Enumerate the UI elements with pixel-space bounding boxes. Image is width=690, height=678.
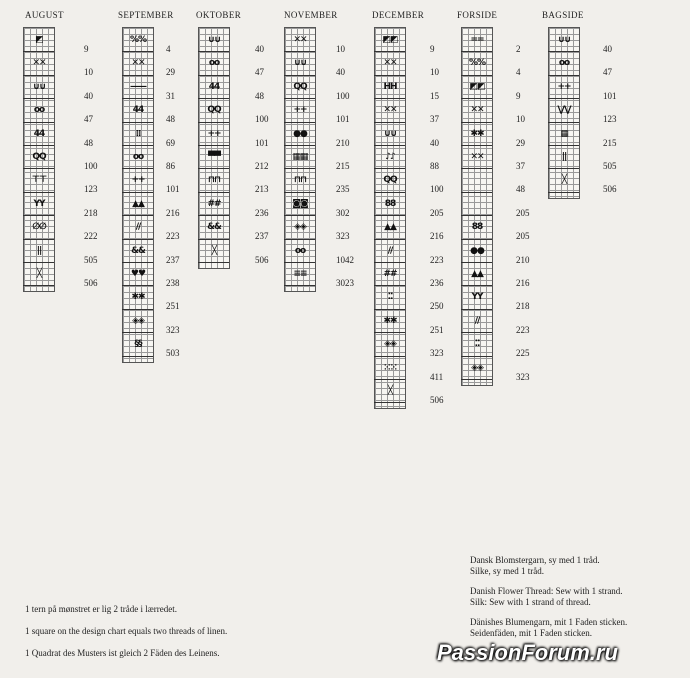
row-separator <box>461 145 492 146</box>
stitch-motif: ●● <box>293 129 307 139</box>
thread-number: 237 <box>255 231 269 241</box>
stitch-motif: ∪∪ <box>383 129 397 139</box>
pattern-grid-4 <box>374 27 406 409</box>
stitch-motif: // <box>387 246 393 256</box>
row-separator <box>198 168 229 169</box>
stitch-motif: ◈◈ <box>294 222 306 232</box>
stitch-motif: 44 <box>208 82 220 92</box>
stitch-motif: ++ <box>557 82 571 92</box>
stitch-motif: ++ <box>293 105 307 115</box>
thread-number: 48 <box>516 184 525 194</box>
stitch-motif: 44 <box>33 129 45 139</box>
stitch-motif: ♥♥ <box>130 269 146 279</box>
note-english: 1 square on the design chart equals two threads of linen. <box>25 626 228 636</box>
row-separator <box>122 192 153 193</box>
pattern-grid-0 <box>23 27 55 292</box>
row-separator <box>374 262 405 263</box>
watermark-logo: PassionForum.ru <box>437 640 618 665</box>
thread-note-german-1: Dänishes Blumengarn, mit 1 Faden sticken. <box>470 617 628 627</box>
thread-number: 47 <box>255 67 264 77</box>
row-separator <box>122 122 153 123</box>
stitch-motif: ▀▀ <box>208 152 220 162</box>
thread-number: 213 <box>255 184 269 194</box>
column-title-3: NOVEMBER <box>284 10 338 20</box>
stitch-motif: ◈◈ <box>471 363 483 373</box>
row-separator <box>23 98 54 99</box>
stitch-motif: ## <box>207 199 221 209</box>
pattern-grid-5 <box>461 27 493 386</box>
stitch-motif: 88 <box>471 222 483 232</box>
thread-number: 31 <box>166 91 175 101</box>
row-separator <box>284 145 315 146</box>
stitch-motif: ✕✕ <box>293 35 307 45</box>
thread-number: 223 <box>430 255 444 265</box>
row-separator <box>23 75 54 76</box>
stitch-motif: ⋁⋁ <box>557 105 571 115</box>
stitch-motif: || <box>561 152 567 162</box>
row-separator <box>374 402 405 403</box>
row-separator <box>374 75 405 76</box>
stitch-motif: ⁚⁚ <box>387 292 393 302</box>
row-separator <box>374 239 405 240</box>
thread-number: 215 <box>603 138 617 148</box>
row-separator <box>374 145 405 146</box>
row-separator <box>548 168 579 169</box>
thread-number: 9 <box>430 44 435 54</box>
row-separator <box>374 379 405 380</box>
stitch-motif: ✕✕ <box>32 58 46 68</box>
row-separator <box>284 98 315 99</box>
row-separator <box>461 379 492 380</box>
thread-number: 505 <box>84 255 98 265</box>
thread-number: 86 <box>166 161 175 171</box>
stitch-motif: ▲▲ <box>132 199 144 209</box>
row-separator <box>122 239 153 240</box>
stitch-motif: ▦ <box>560 129 568 139</box>
thread-number: 101 <box>603 91 617 101</box>
thread-number: 250 <box>430 301 444 311</box>
stitch-motif: ✕✕ <box>383 58 397 68</box>
stitch-motif: oo <box>294 246 306 256</box>
stitch-motif: YY <box>33 199 45 209</box>
stitch-motif: ∪∪ <box>32 82 46 92</box>
stitch-motif: == <box>470 35 484 45</box>
thread-number: 40 <box>336 67 345 77</box>
row-separator <box>284 168 315 169</box>
row-separator <box>374 168 405 169</box>
row-separator <box>198 145 229 146</box>
stitch-motif: ∪∪ <box>293 58 307 68</box>
row-separator <box>548 51 579 52</box>
thread-number: 216 <box>516 278 530 288</box>
row-separator <box>23 239 54 240</box>
thread-number: 101 <box>255 138 269 148</box>
thread-number: 48 <box>84 138 93 148</box>
stitch-motif: ✕✕ <box>470 152 484 162</box>
stitch-motif: QQ <box>383 175 397 185</box>
thread-note-german-2: Seidenfäden, mit 1 Faden sticken. <box>470 628 592 638</box>
stitch-motif: ✕✕ <box>131 58 145 68</box>
thread-number: 236 <box>430 278 444 288</box>
stitch-motif <box>465 173 489 187</box>
thread-number: 223 <box>516 325 530 335</box>
row-separator <box>122 356 153 357</box>
stitch-motif: ✱✱ <box>131 292 145 302</box>
stitch-motif: ⁙⁙ <box>383 363 397 373</box>
stitch-motif: ∪∪ <box>557 35 571 45</box>
thread-number: 210 <box>516 255 530 265</box>
stitch-motif: oo <box>558 58 570 68</box>
row-separator <box>284 122 315 123</box>
thread-number: 40 <box>603 44 612 54</box>
row-separator <box>374 356 405 357</box>
thread-number: 215 <box>336 161 350 171</box>
thread-number: 37 <box>430 114 439 124</box>
row-separator <box>284 75 315 76</box>
thread-number: 29 <box>516 138 525 148</box>
column-title-6: BAGSIDE <box>542 10 584 20</box>
stitch-motif: ◙◙ <box>292 199 308 209</box>
stitch-motif: ⊓⊓ <box>293 175 307 185</box>
thread-number: 100 <box>336 91 350 101</box>
stitch-motif: %% <box>129 35 147 45</box>
thread-number: 302 <box>336 208 350 218</box>
thread-number: 225 <box>516 348 530 358</box>
stitch-motif: QQ <box>293 82 307 92</box>
thread-number: 100 <box>255 114 269 124</box>
stitch-motif: ●● <box>470 246 484 256</box>
stitch-motif: ♪♪ <box>385 152 395 162</box>
thread-number: 100 <box>84 161 98 171</box>
thread-number: 238 <box>166 278 180 288</box>
row-separator <box>122 168 153 169</box>
thread-note-danish-2: Silke, sy med 1 tråd. <box>470 566 544 576</box>
thread-number: 47 <box>84 114 93 124</box>
stitch-motif: ◩ <box>35 35 43 45</box>
thread-number: 9 <box>516 91 521 101</box>
column-title-5: FORSIDE <box>457 10 498 20</box>
stitch-motif: ╳ <box>561 175 567 185</box>
row-separator <box>122 262 153 263</box>
row-separator <box>198 51 229 52</box>
row-separator <box>23 285 54 286</box>
row-separator <box>198 239 229 240</box>
row-separator <box>198 192 229 193</box>
stitch-motif: QQ <box>32 152 46 162</box>
stitch-motif: ∅∅ <box>32 222 46 232</box>
row-separator <box>284 239 315 240</box>
row-separator <box>198 75 229 76</box>
thread-number: 48 <box>255 91 264 101</box>
row-separator <box>461 239 492 240</box>
thread-number: 10 <box>516 114 525 124</box>
thread-number: 210 <box>336 138 350 148</box>
thread-note-english-1: Danish Flower Thread: Sew with 1 strand. <box>470 586 623 596</box>
stitch-motif: ⊓⊓ <box>207 175 221 185</box>
thread-number: 503 <box>166 348 180 358</box>
row-separator <box>461 332 492 333</box>
row-separator <box>548 75 579 76</box>
row-separator <box>198 122 229 123</box>
stitch-motif: ◈◈ <box>384 339 396 349</box>
row-separator <box>374 122 405 123</box>
column-title-0: AUGUST <box>25 10 64 20</box>
row-separator <box>122 285 153 286</box>
column-title-1: SEPTEMBER <box>118 10 174 20</box>
stitch-motif: ++ <box>207 129 221 139</box>
stitch-motif: ⁞⁞ <box>135 129 141 139</box>
row-separator <box>374 215 405 216</box>
row-separator <box>122 75 153 76</box>
row-separator <box>23 122 54 123</box>
thread-number: 223 <box>166 231 180 241</box>
thread-number: 222 <box>84 231 98 241</box>
row-separator <box>374 192 405 193</box>
thread-number: 212 <box>255 161 269 171</box>
stitch-motif: ◩◩ <box>382 35 398 45</box>
thread-number: 1042 <box>336 255 354 265</box>
stitch-motif <box>465 197 489 211</box>
stitch-motif: oo <box>132 152 144 162</box>
thread-number: 218 <box>516 301 530 311</box>
thread-note-english-2: Silk: Sew with 1 strand of thread. <box>470 597 591 607</box>
thread-number: 10 <box>84 67 93 77</box>
row-separator <box>461 51 492 52</box>
row-separator <box>284 51 315 52</box>
thread-number: 40 <box>84 91 93 101</box>
stitch-motif: HH <box>383 82 397 92</box>
thread-number: 3023 <box>336 278 354 288</box>
thread-number: 101 <box>166 184 180 194</box>
thread-number: 323 <box>336 231 350 241</box>
thread-number: 506 <box>603 184 617 194</box>
pattern-grid-3 <box>284 27 316 292</box>
row-separator <box>198 215 229 216</box>
row-separator <box>548 145 579 146</box>
row-separator <box>374 309 405 310</box>
row-separator <box>374 285 405 286</box>
stitch-motif: 88 <box>384 199 396 209</box>
footer-right-notes <box>470 555 627 639</box>
row-separator <box>548 192 579 193</box>
pattern-grid-1 <box>122 27 154 363</box>
row-separator <box>284 285 315 286</box>
thread-number: 205 <box>516 208 530 218</box>
row-separator <box>548 98 579 99</box>
footer-left-notes <box>25 598 227 664</box>
thread-number: 505 <box>603 161 617 171</box>
thread-number: 4 <box>166 44 171 54</box>
row-separator <box>23 192 54 193</box>
thread-number: 218 <box>84 208 98 218</box>
thread-number: 123 <box>84 184 98 194</box>
thread-number: 323 <box>516 372 530 382</box>
stitch-motif: ✱✱ <box>383 316 397 326</box>
thread-number: 29 <box>166 67 175 77</box>
row-separator <box>122 215 153 216</box>
thread-number: 506 <box>84 278 98 288</box>
thread-number: 9 <box>84 44 89 54</box>
thread-number: 323 <box>166 325 180 335</box>
row-separator <box>284 262 315 263</box>
thread-number: 205 <box>430 208 444 218</box>
thread-number: 10 <box>430 67 439 77</box>
row-separator <box>122 145 153 146</box>
row-separator <box>461 356 492 357</box>
stitch-motif: ╳ <box>387 386 393 396</box>
thread-number: 506 <box>430 395 444 405</box>
pattern-grid-2 <box>198 27 230 269</box>
stitch-motif: ++ <box>131 175 145 185</box>
thread-number: 4 <box>516 67 521 77</box>
row-separator <box>198 262 229 263</box>
stitch-motif: QQ <box>207 105 221 115</box>
thread-number: 2 <box>516 44 521 54</box>
stitch-motif: oo <box>33 105 45 115</box>
stitch-motif: && <box>207 222 221 232</box>
stitch-motif: §§ <box>134 339 142 349</box>
thread-number: 123 <box>603 114 617 124</box>
row-separator <box>23 215 54 216</box>
stitch-motif: ∪∪ <box>207 35 221 45</box>
stitch-motif: ⁚⁚ <box>474 339 480 349</box>
stitch-motif: ▲▲ <box>471 269 483 279</box>
thread-number: 88 <box>430 161 439 171</box>
row-separator <box>374 98 405 99</box>
thread-note-danish-1: Dansk Blomstergarn, sy med 1 tråd. <box>470 555 600 565</box>
thread-number: 101 <box>336 114 350 124</box>
stitch-motif: ✕✕ <box>383 105 397 115</box>
row-separator <box>374 332 405 333</box>
thread-number: 411 <box>430 372 444 382</box>
row-separator <box>284 215 315 216</box>
row-separator <box>23 51 54 52</box>
row-separator <box>122 51 153 52</box>
stitch-motif: // <box>474 316 480 326</box>
thread-number: 216 <box>430 231 444 241</box>
stitch-motif: // <box>135 222 141 232</box>
row-separator <box>122 309 153 310</box>
row-separator <box>461 192 492 193</box>
row-separator <box>122 332 153 333</box>
thread-number: 236 <box>255 208 269 218</box>
stitch-motif: ◈◈ <box>132 316 144 326</box>
row-separator <box>23 168 54 169</box>
row-separator <box>122 98 153 99</box>
pattern-grid-6 <box>548 27 580 199</box>
stitch-motif: oo <box>208 58 220 68</box>
row-separator <box>461 122 492 123</box>
thread-number: 100 <box>430 184 444 194</box>
thread-number: 40 <box>430 138 439 148</box>
stitch-motif: 44 <box>132 105 144 115</box>
row-separator <box>461 309 492 310</box>
stitch-motif: ≡≡ <box>293 269 307 279</box>
stitch-motif: YY <box>471 292 483 302</box>
stitch-motif: %% <box>468 58 486 68</box>
row-separator <box>23 262 54 263</box>
row-separator <box>461 215 492 216</box>
stitch-motif: ▦▦ <box>292 152 308 162</box>
stitch-motif: ✕✕ <box>470 105 484 115</box>
row-separator <box>461 168 492 169</box>
stitch-motif: ⊤⊤ <box>31 175 47 185</box>
thread-number: 506 <box>255 255 269 265</box>
thread-number: 37 <box>516 161 525 171</box>
stitch-motif: && <box>131 246 145 256</box>
stitch-motif: ✱✱ <box>470 129 484 139</box>
thread-number: 205 <box>516 231 530 241</box>
row-separator <box>374 51 405 52</box>
stitch-motif: || <box>36 246 42 256</box>
row-separator <box>548 122 579 123</box>
row-separator <box>284 192 315 193</box>
thread-number: 235 <box>336 184 350 194</box>
stitch-motif: ▲▲ <box>384 222 396 232</box>
note-danish: 1 tern på mønstret er lig 2 tråde i lærredet. <box>25 604 177 614</box>
thread-number: 251 <box>166 301 180 311</box>
thread-number: 251 <box>430 325 444 335</box>
stitch-motif: ◩◩ <box>469 82 485 92</box>
thread-number: 40 <box>255 44 264 54</box>
row-separator <box>461 75 492 76</box>
note-german: 1 Quadrat des Musters ist gleich 2 Fäden des Leinens. <box>25 648 220 658</box>
stitch-motif: —— <box>130 82 146 92</box>
stitch-motif: ╳ <box>36 269 42 279</box>
row-separator <box>461 285 492 286</box>
row-separator <box>461 98 492 99</box>
thread-number: 10 <box>336 44 345 54</box>
thread-number: 15 <box>430 91 439 101</box>
thread-number: 323 <box>430 348 444 358</box>
column-title-4: DECEMBER <box>372 10 425 20</box>
row-separator <box>23 145 54 146</box>
stitch-motif: ## <box>383 269 397 279</box>
thread-number: 48 <box>166 114 175 124</box>
row-separator <box>461 262 492 263</box>
thread-number: 47 <box>603 67 612 77</box>
row-separator <box>198 98 229 99</box>
thread-number: 216 <box>166 208 180 218</box>
thread-number: 69 <box>166 138 175 148</box>
column-title-2: OKTOBER <box>196 10 242 20</box>
stitch-motif: ╳ <box>211 246 217 256</box>
thread-number: 237 <box>166 255 180 265</box>
